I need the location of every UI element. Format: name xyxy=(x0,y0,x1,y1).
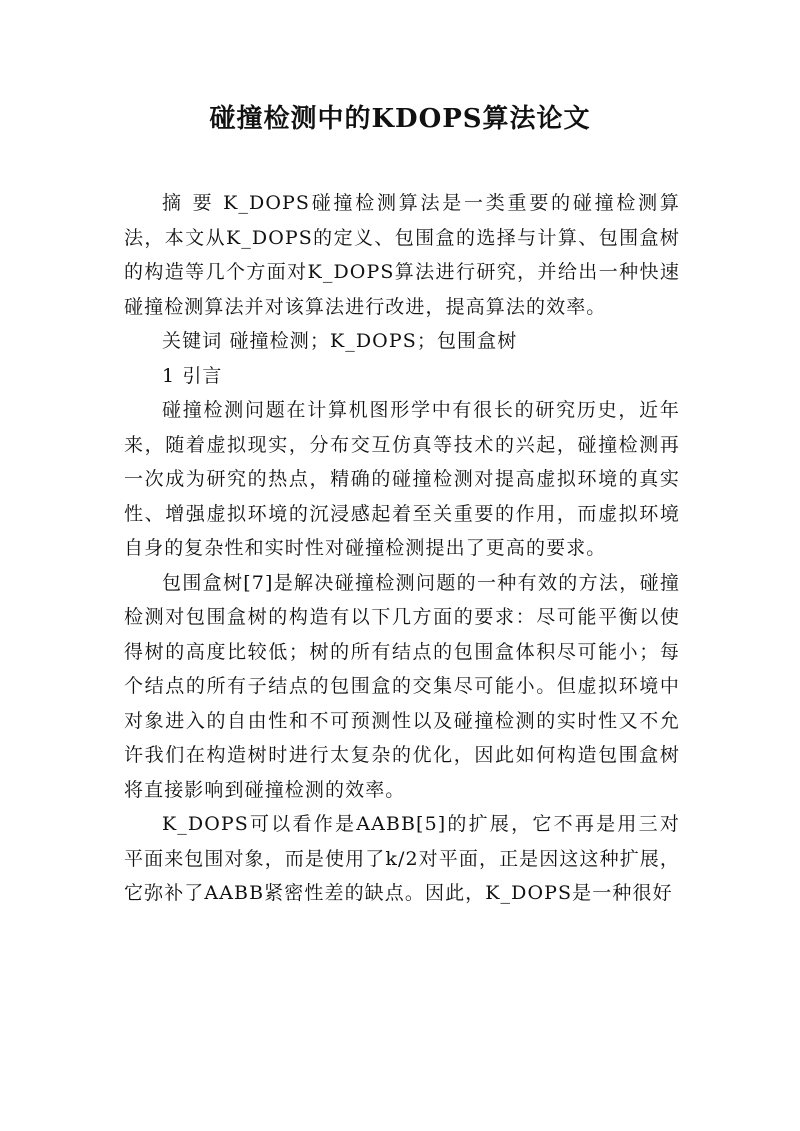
body-paragraph: K_DOPS可以看作是AABB[5]的扩展，它不再是用三对平面来包围对象，而是使用了k/2对平面，正是因这这种扩展，它弥补了AABB紧密性差的缺点。因此，K_DOPS是一种很好 xyxy=(124,813,680,904)
keywords-line: 关键词 碰撞检测；K_DOPS；包围盒树 xyxy=(162,330,518,352)
body-paragraph: 碰撞检测问题在计算机图形学中有很长的研究历史，近年来，随着虚拟现实，分布交互仿真等技术的兴起，碰撞检测再一次成为研究的热点，精确的碰撞检测对提高虚拟环境的真实性、增强虚拟环境的沉浸感起着至关重要的作用，而虚拟环境自身的复杂性和实时性对碰撞检测提出了更高的要求。 xyxy=(124,399,680,559)
section-heading: 1 引言 xyxy=(162,364,223,387)
abstract-paragraph: 摘 要 K_DOPS碰撞检测算法是一类重要的碰撞检测算法，本文从K_DOPS的定义、包围盒的选择与计算、包围盒树的构造等几个方面对K_DOPS算法进行研究，并给出一种快速碰撞检测算法并对该算法进行改进，提高算法的效率。 xyxy=(124,192,680,318)
document-body xyxy=(124,186,680,911)
body-paragraph: 包围盒树[7]是解决碰撞检测问题的一种有效的方法，碰撞检测对包围盒树的构造有以下几方面的要求：尽可能平衡以使得树的高度比较低；树的所有结点的包围盒体积尽可能小；每个结点的所有子结点的包围盒的交集尽可能小。但虚拟环境中对象进入的自由性和不可预测性以及碰撞检测的实时性又不允许我们在构造树时进行太复杂的优化，因此如何构造包围盒树将直接影响到碰撞检测的效率。 xyxy=(124,571,680,801)
document-title: 碰撞检测中的KDOPS算法论文 xyxy=(209,104,591,134)
